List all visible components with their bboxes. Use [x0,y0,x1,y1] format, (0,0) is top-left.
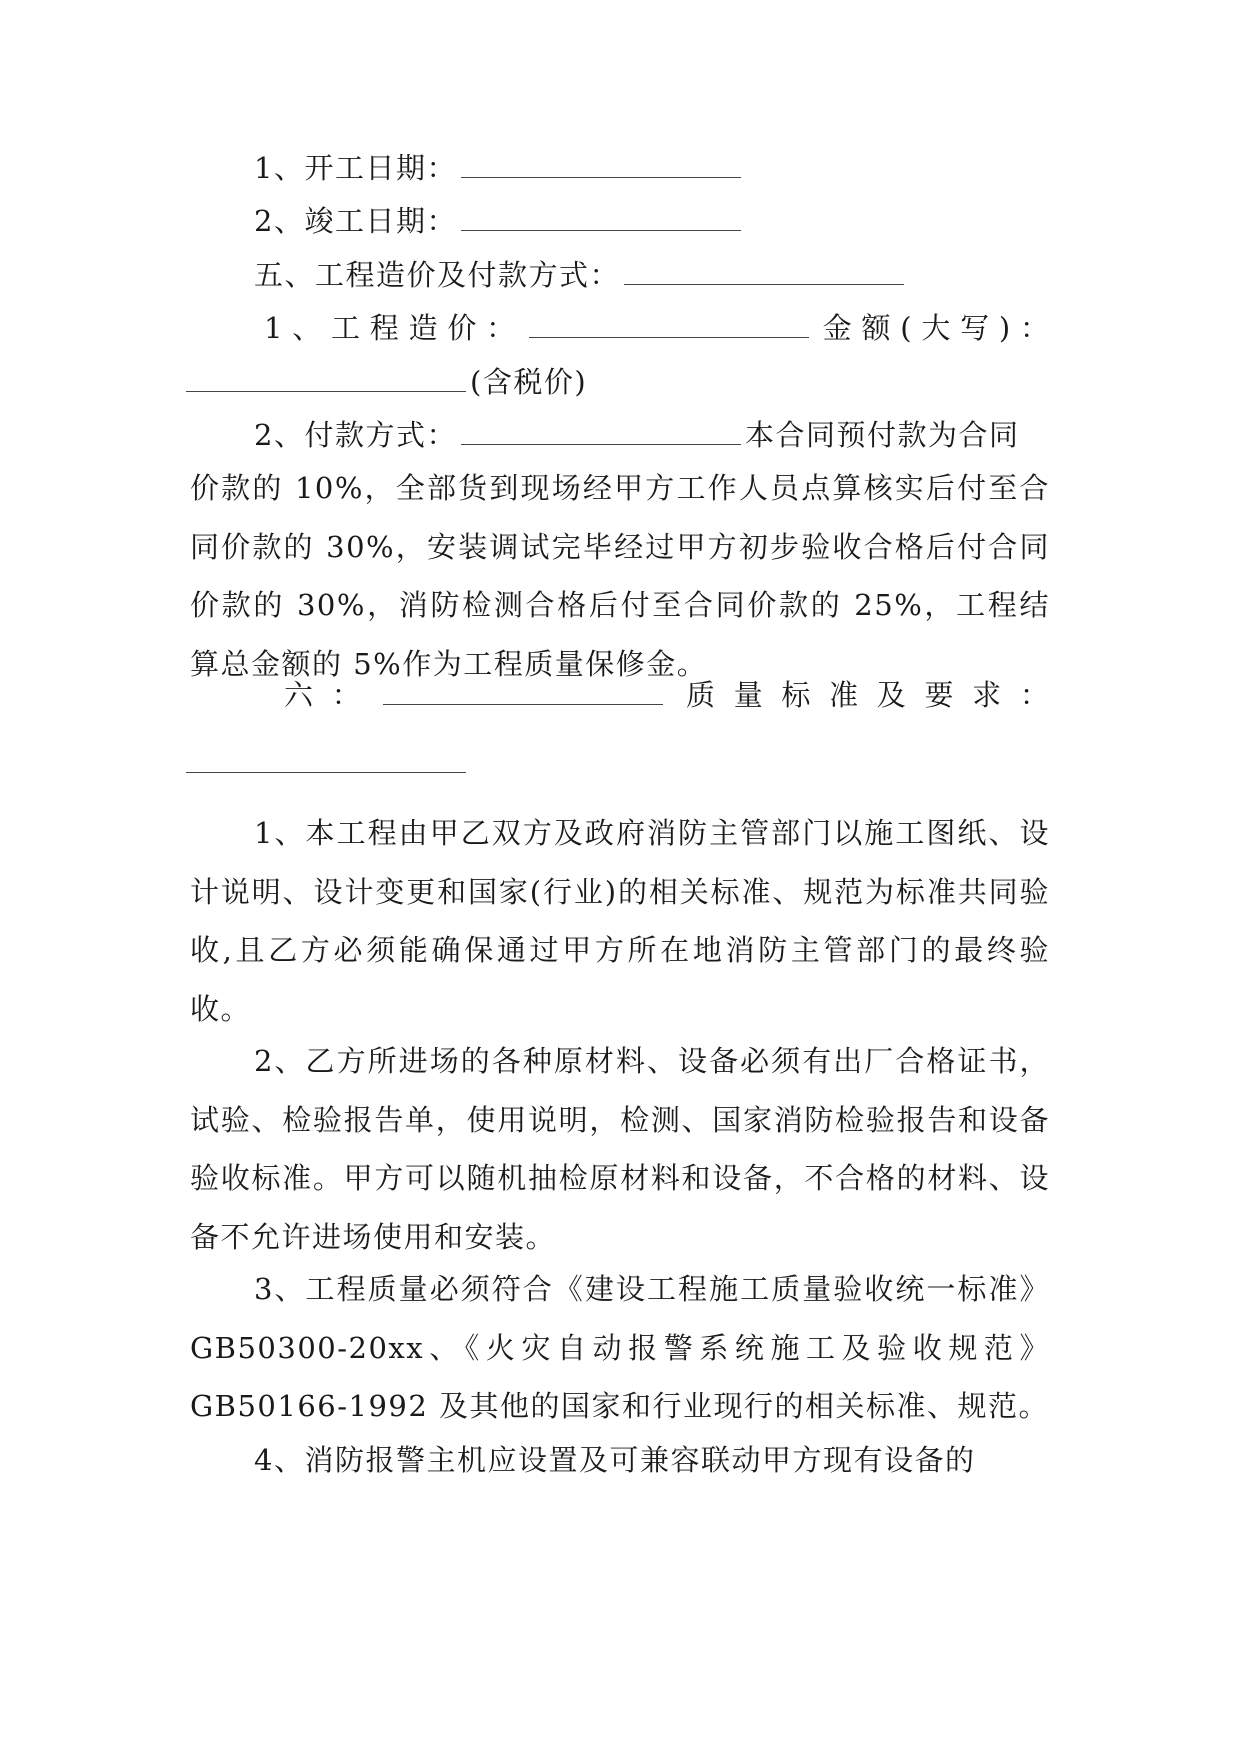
section6-line [284,666,1049,725]
section6-extra-blank [186,746,466,773]
amount-char: 金 [822,311,852,345]
amount-blank [186,365,466,392]
price-char: 程 [369,311,399,345]
section6-title-char: 标 [781,678,811,712]
price-char: 价 [447,311,477,345]
amount-char: 额 [861,311,891,345]
payment-blank [461,418,741,445]
amount-char: ： [1019,311,1049,345]
section6-char: ： [331,678,361,712]
quality-item-4: 4、消防报警主机应设置及可兼容联动甲方现有设备的 [254,1443,976,1477]
section6-blank [383,678,663,705]
payment-label: 2、付款方式： [254,418,457,452]
section5-blank [624,258,904,285]
start-date-label: 1、开工日期： [254,151,457,185]
section6-blank-line [186,734,470,793]
payment-line [254,406,1019,465]
start-date-line [254,139,745,198]
payment-text-start: 本合同预付款为合同 [744,418,1020,452]
section6-title-char: 量 [733,678,763,712]
quality-item-3: 3、工程质量必须符合《建设工程施工质量验收统一标准》GB50300-20xx、《火灾自动报警系统施工及验收规范》GB50166-1992 及其他的国家和行业现行的相关标准、规范。 [190,1272,1050,1423]
price-char: 1 [264,311,283,345]
section6-title-char: 要 [924,678,954,712]
quality-item-1: 1、本工程由甲乙双方及政府消防主管部门以施工图纸、设计说明、设计变更和国家(行业)的相关标准、规范为标准共同验收,且乙方必须能确保通过甲方所在地消防主管部门的最终验收。 [190,816,1050,1026]
quality-item-2: 2、乙方所进场的各种原材料、设备必须有出厂合格证书，试验、检验报告单，使用说明，检测、国家消防检验报告和设备验收标准。甲方可以随机抽检原材料和设备，不合格的材料、设备不允许进场使用和安装。 [190,1044,1050,1254]
start-date-blank [461,151,741,178]
section6-char: 六 [284,678,314,712]
end-date-blank [461,204,741,231]
end-date-line [254,192,745,251]
amount-char: 写 [960,311,990,345]
amount-char: ( [900,311,912,345]
price-char: 工 [331,311,361,345]
amount-char: ) [998,311,1011,345]
tax-line [186,353,587,412]
payment-paragraph: 价款的 10%，全部货到现场经甲方工作人员点算核实后付至合同价款的 30%，安装调试完毕经过甲方初步验收合格后付合同价款的 30%，消防检测合格后付至合同价款的 25%，工程结算总金额的 5%作为工程质量保修金。 [190,471,1050,681]
section5-line [254,246,908,305]
section5-title: 五、工程造价及付款方式： [254,258,621,292]
end-date-label: 2、竣工日期： [254,204,457,238]
section6-title-char: 及 [876,678,906,712]
price-char: 造 [408,311,438,345]
section6-title-char: 求 [972,678,1002,712]
section6-title-char: 准 [829,678,859,712]
section6-title-char: ： [1019,678,1049,712]
amount-char: 大 [921,311,951,345]
price-char: ： [486,311,516,345]
tax-note: (含税价) [470,365,588,399]
price-char: 、 [292,311,322,345]
section6-title-char: 质 [686,678,716,712]
price-line [264,299,1049,358]
price-blank [529,311,809,338]
